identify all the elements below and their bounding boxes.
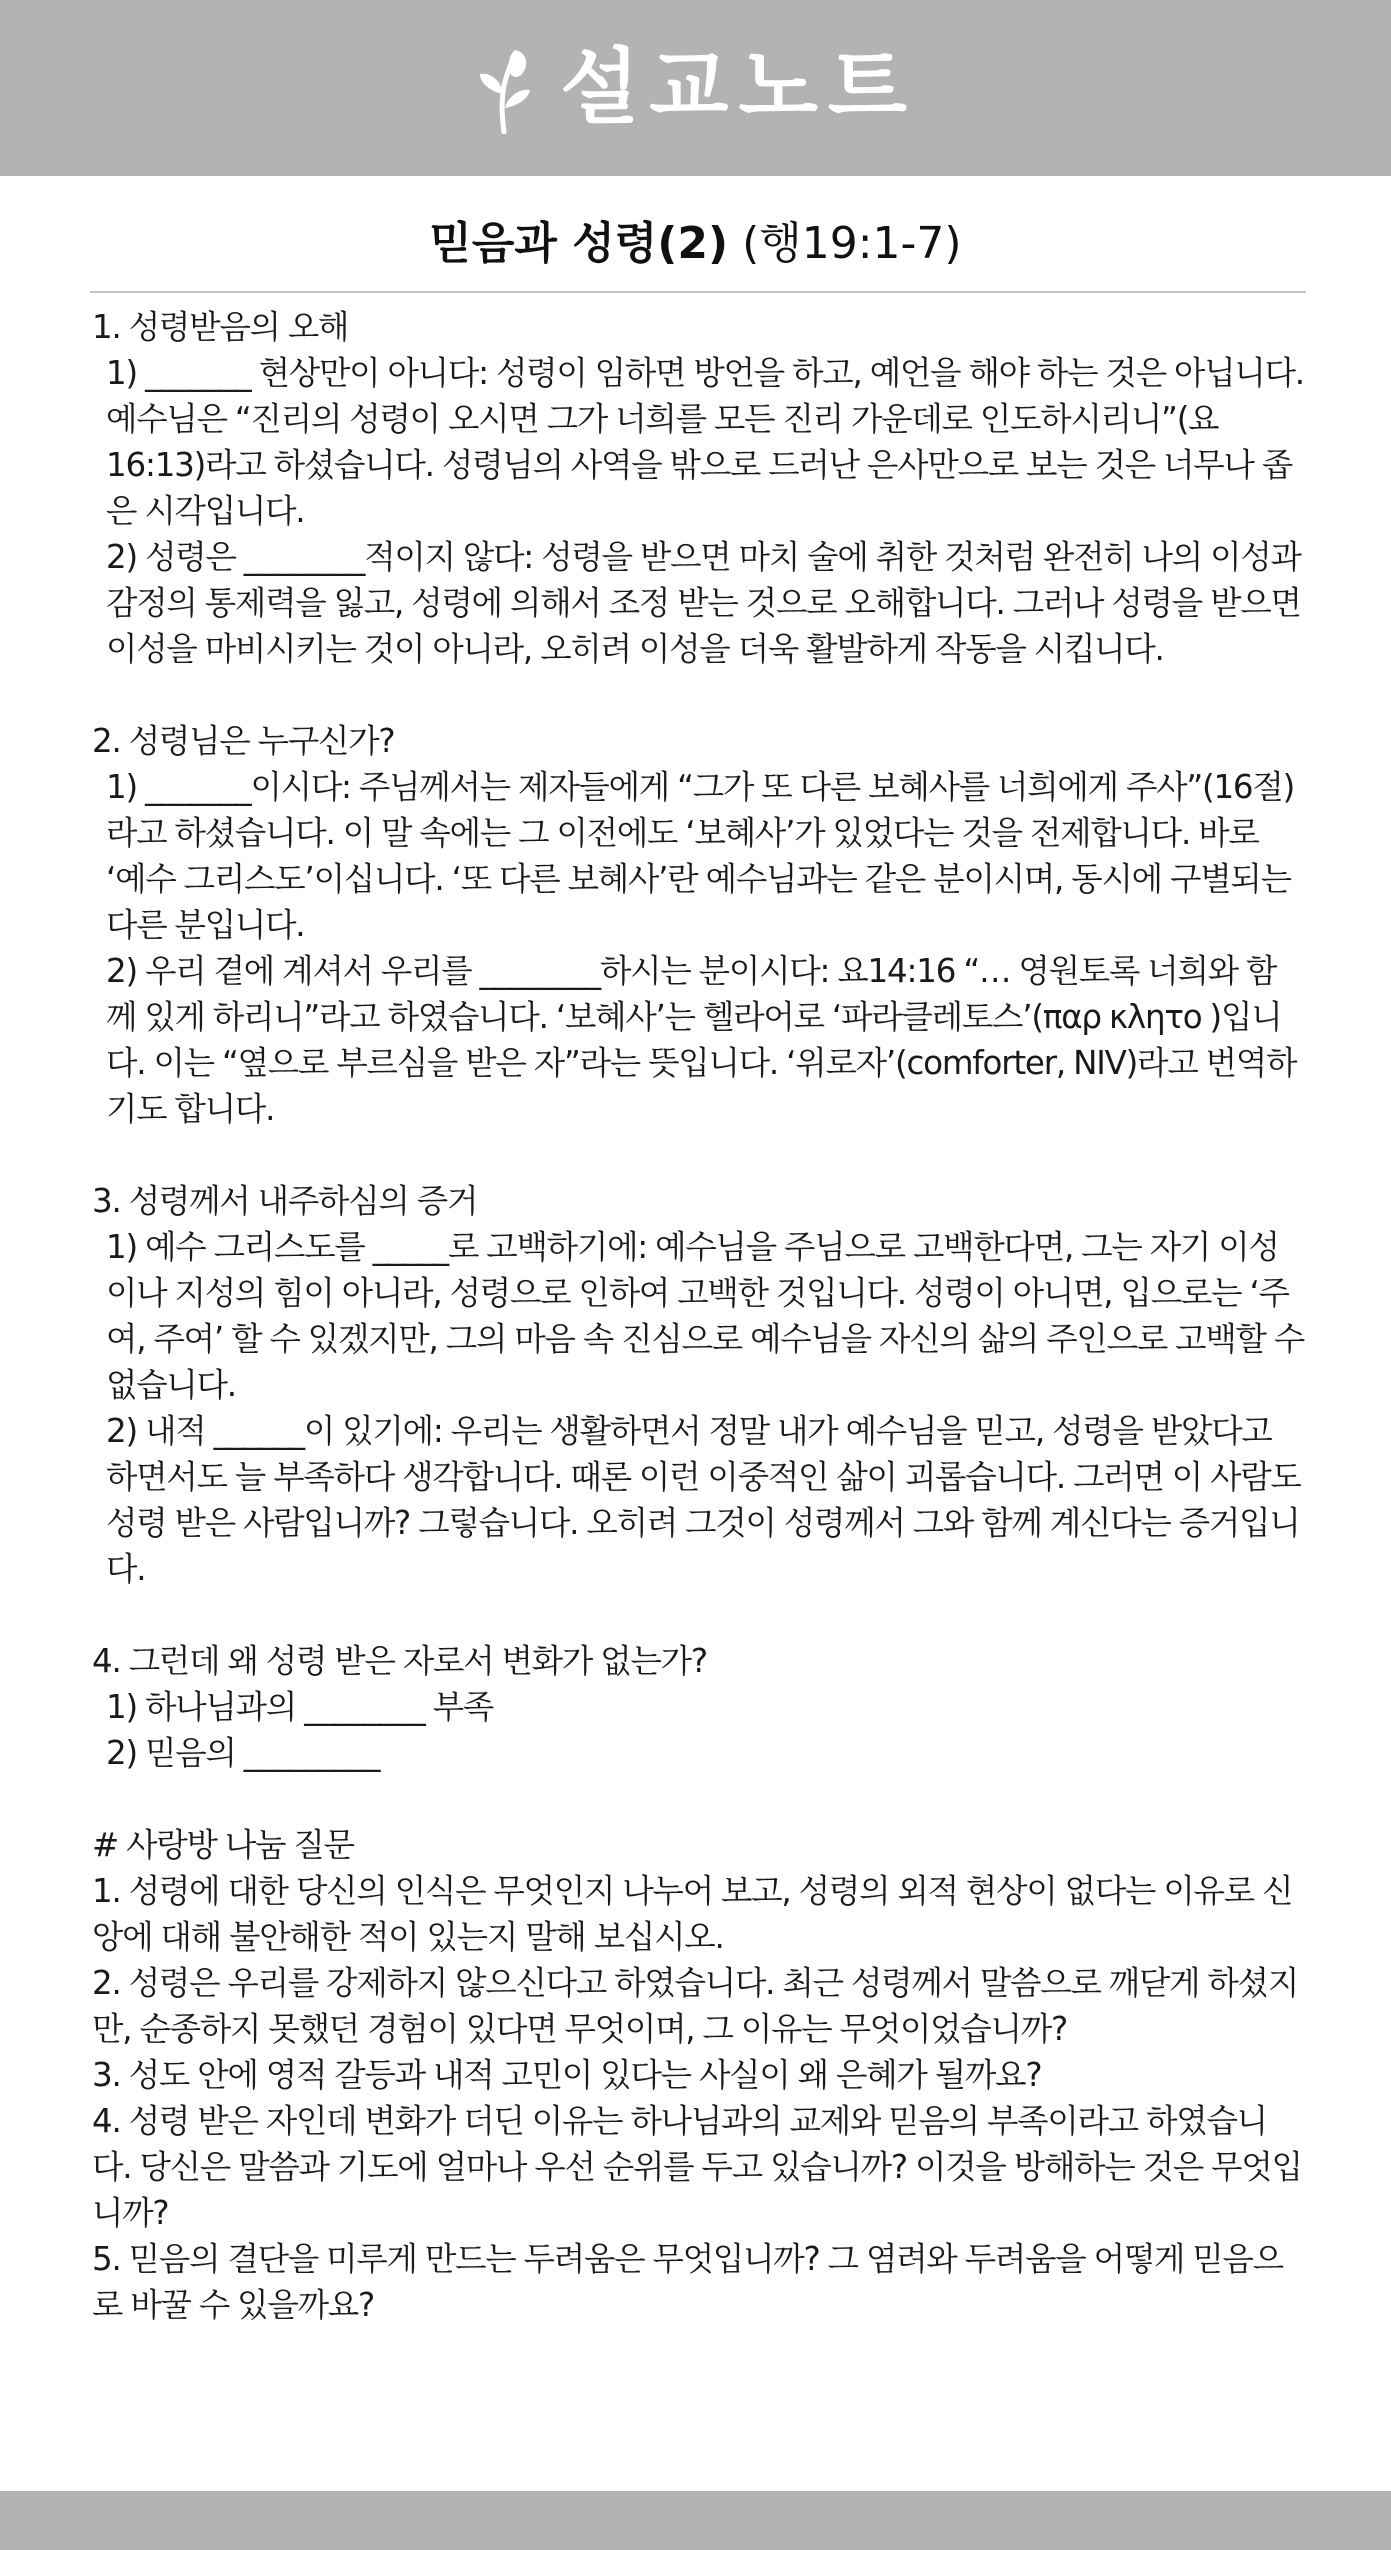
section-1-point-2: 2) 성령은 ________적이지 않다: 성령을 받으면 마치 술에 취한 것처럼 완전히 나의 이성과 감정의 통제력을 잃고, 성령에 의해서 조정 받는 것으로 오해합니다. 그러나 성령을 받으면 이성을 마비시키는 것이 아니라, 오히려 이성을 더욱 활발하게 작동을 시킵니다.: [106, 538, 1301, 668]
spacer: [92, 1776, 1306, 1822]
leaf-sprout-icon: [474, 46, 534, 134]
discussion-question-1: 1. 성령에 대한 당신의 인식은 무엇인지 나누어 보고, 성령의 외적 현상이 없다는 이유로 신앙에 대해 불안해한 적이 있는지 말해 보십시오.: [92, 1872, 1293, 1956]
section-2-point-1: 1) _______이시다: 주님께서는 제자들에게 “그가 또 다른 보혜사를 너희에게 주사”(16절)라고 하셨습니다. 이 말 속에는 그 이전에도 ‘보혜사’가 있었다는 것을 전제합니다. 바로 ‘예수 그리스도’이십니다. ‘또 다른 보혜사’란 예수님과는 같은 분이시며, 동시에 구별되는 다른 분입니다.: [106, 768, 1295, 944]
spacer: [92, 672, 1306, 718]
header: [0, 0, 1391, 176]
sermon-body: [92, 304, 1306, 2328]
section-3-heading: 3. 성령께서 내주하심의 증거: [92, 1182, 478, 1220]
sermon-reference: (행19:1-7): [742, 218, 962, 269]
section-1-point-1: 1) _______ 현상만이 아니다: 성령이 임하면 방언을 하고, 예언을 해야 하는 것은 아닙니다. 예수님은 “진리의 성령이 오시면 그가 너희를 모든 진리 가운데로 인도하시리니”(요16:13)라고 하셨습니다. 성령님의 사역을 밖으로 드러난 은사만으로 보는 것은 너무나 좁은 시각입니다.: [106, 354, 1304, 530]
section-3-point-2: 2) 내적 ______이 있기에: 우리는 생활하면서 정말 내가 예수님을 믿고, 성령을 받았다고 하면서도 늘 부족하다 생각합니다. 때론 이런 이중적인 삶이 괴롭습니다. 그러면 이 사람도 성령 받은 사람입니까? 그렇습니다. 오히려 그것이 성령께서 그와 함께 계신다는 증거입니다.: [106, 1412, 1301, 1588]
discussion-question-4: 4. 성령 받은 자인데 변화가 더딘 이유는 하나님과의 교제와 믿음의 부족이라고 하였습니다. 당신은 말씀과 기도에 얼마나 우선 순위를 두고 있습니까? 이것을 방해하는 것은 무엇입니까?: [92, 2102, 1302, 2232]
section-3-point-1: 1) 예수 그리스도를 _____로 고백하기에: 예수님을 주님으로 고백한다면, 그는 자기 이성이나 지성의 힘이 아니라, 성령으로 인하여 고백한 것입니다. 성령이 아니면, 입으로는 ‘주여, 주여’ 할 수 있겠지만, 그의 마음 속 진심으로 예수님을 자신의 삶의 주인으로 고백할 수 없습니다.: [106, 1228, 1305, 1404]
discussion-question-2: 2. 성령은 우리를 강제하지 않으신다고 하였습니다. 최근 성령께서 말씀으로 깨닫게 하셨지만, 순종하지 못했던 경험이 있다면 무엇이며, 그 이유는 무엇이었습니까?: [92, 1964, 1299, 2048]
section-4-point-2: 2) 믿음의 _________: [106, 1734, 380, 1772]
sermon-title-main: 믿음과 성령(2): [429, 218, 729, 269]
section-4-heading: 4. 그런데 왜 성령 받은 자로서 변화가 없는가?: [92, 1642, 707, 1680]
spacer: [92, 1592, 1306, 1638]
section-4-point-1: 1) 하나님과의 ________ 부족: [106, 1688, 494, 1726]
discussion-question-5: 5. 믿음의 결단을 미루게 만드는 두려움은 무엇입니까? 그 염려와 두려움을 어떻게 믿음으로 바꿀 수 있을까요?: [92, 2240, 1283, 2324]
footer-band: [0, 2491, 1391, 2550]
header-title: 설교노트: [560, 40, 917, 135]
title-divider: [90, 291, 1306, 293]
section-2-point-2: 2) 우리 곁에 계셔서 우리를 ________하시는 분이시다: 요14:16 “… 영원토록 너희와 함께 있게 하리니”라고 하였습니다. ‘보혜사’는 헬라어로 ‘파라클레토스’(παρ κλητο )입니다. 이는 “옆으로 부르심을 받은 자”라는 뜻입니다. ‘위로자’(comforter, NIV)라고 번역하기도 합니다.: [106, 952, 1297, 1128]
spacer: [92, 1132, 1306, 1178]
sermon-title: [0, 216, 1391, 272]
discussion-heading: # 사랑방 나눔 질문: [92, 1826, 354, 1864]
section-2-heading: 2. 성령님은 누구신가?: [92, 722, 395, 760]
discussion-question-3: 3. 성도 안에 영적 갈등과 내적 고민이 있다는 사실이 왜 은혜가 될까요?: [92, 2056, 1042, 2094]
section-1-heading: 1. 성령받음의 오해: [92, 308, 349, 346]
